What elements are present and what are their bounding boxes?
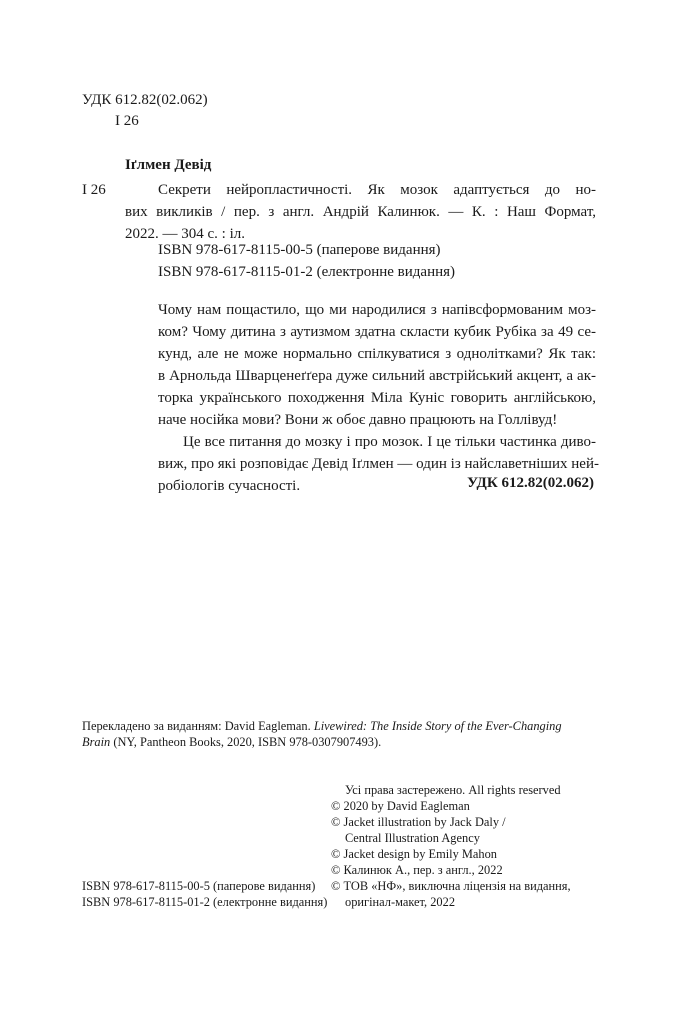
rights-line: Усі права застережено. All rights reserved (345, 783, 561, 797)
annotation-line: виж, про які розповідає Девід Іґлмен — один із найславетніших ней- (158, 456, 599, 472)
translation-note-rest: (NY, Pantheon Books, 2020, ISBN 978-0307907493). (110, 735, 382, 749)
footer-isbn-electronic: ISBN 978-617-8115-01-2 (електронне видання) (82, 895, 328, 909)
annotation-udk: УДК 612.82(02.062) (467, 475, 594, 491)
card-description-line: 2022. — 304 с. : іл. (125, 226, 245, 242)
card-description-line: вих викликів / пер. з англ. Андрій Калинюк. — К. : Наш Формат, (125, 204, 596, 220)
card-index: І 26 (82, 182, 106, 198)
annotation-line: Це все питання до мозку і про мозок. І це тільки частинка диво- (183, 434, 596, 450)
translation-note-line1 (82, 719, 562, 735)
annotation-line: наче носійка мови? Вони ж обоє давно працюють на Голлівуд! (158, 412, 558, 428)
header-udk: УДК 612.82(02.062) (82, 92, 208, 108)
original-title-end: Brain (82, 735, 111, 749)
annotation-line: кунд, але не може нормально спілкуватися з однолітками? Як так: (158, 346, 596, 362)
original-title: Livewired: The Inside Story of the Ever-Changing (313, 719, 562, 733)
annotation-line: в Арнольда Шварценеґґера дуже сильний австрійський акцент, а ак- (158, 368, 596, 384)
card-author: Іґлмен Девід (125, 157, 212, 173)
rights-line: © ТОВ «НФ», виключна ліцензія на видання, (331, 879, 571, 893)
annotation-line: Чому нам пощастило, що ми народилися з напівсформованим моз- (158, 302, 596, 318)
annotation-line: торка українського походження Міла Куніс говорить англійською, (158, 390, 596, 406)
footer-isbn-print: ISBN 978-617-8115-00-5 (паперове видання) (82, 879, 316, 893)
annotation-line: ком? Чому дитина з аутизмом здатна скласти кубик Рубіка за 49 се- (158, 324, 596, 340)
rights-line: © 2020 by David Eagleman (331, 799, 470, 813)
translation-note-prefix: Перекладено за виданням: David Eagleman. (82, 719, 314, 733)
card-description-line: Секрети нейропластичності. Як мозок адаптується до но- (158, 182, 596, 198)
rights-line: © Калинюк А., пер. з англ., 2022 (331, 863, 503, 877)
header-index: І 26 (115, 113, 139, 129)
rights-line: Central Illustration Agency (345, 831, 480, 845)
rights-line: оригінал-макет, 2022 (345, 895, 456, 909)
card-isbn-print: ISBN 978-617-8115-00-5 (паперове видання) (158, 242, 441, 258)
annotation-line: робіологів сучасності. (158, 478, 301, 494)
rights-line: © Jacket design by Emily Mahon (331, 847, 497, 861)
rights-line: © Jacket illustration by Jack Daly / (331, 815, 506, 829)
card-isbn-electronic: ISBN 978-617-8115-01-2 (електронне видання) (158, 264, 456, 280)
translation-note-line2 (82, 735, 381, 751)
